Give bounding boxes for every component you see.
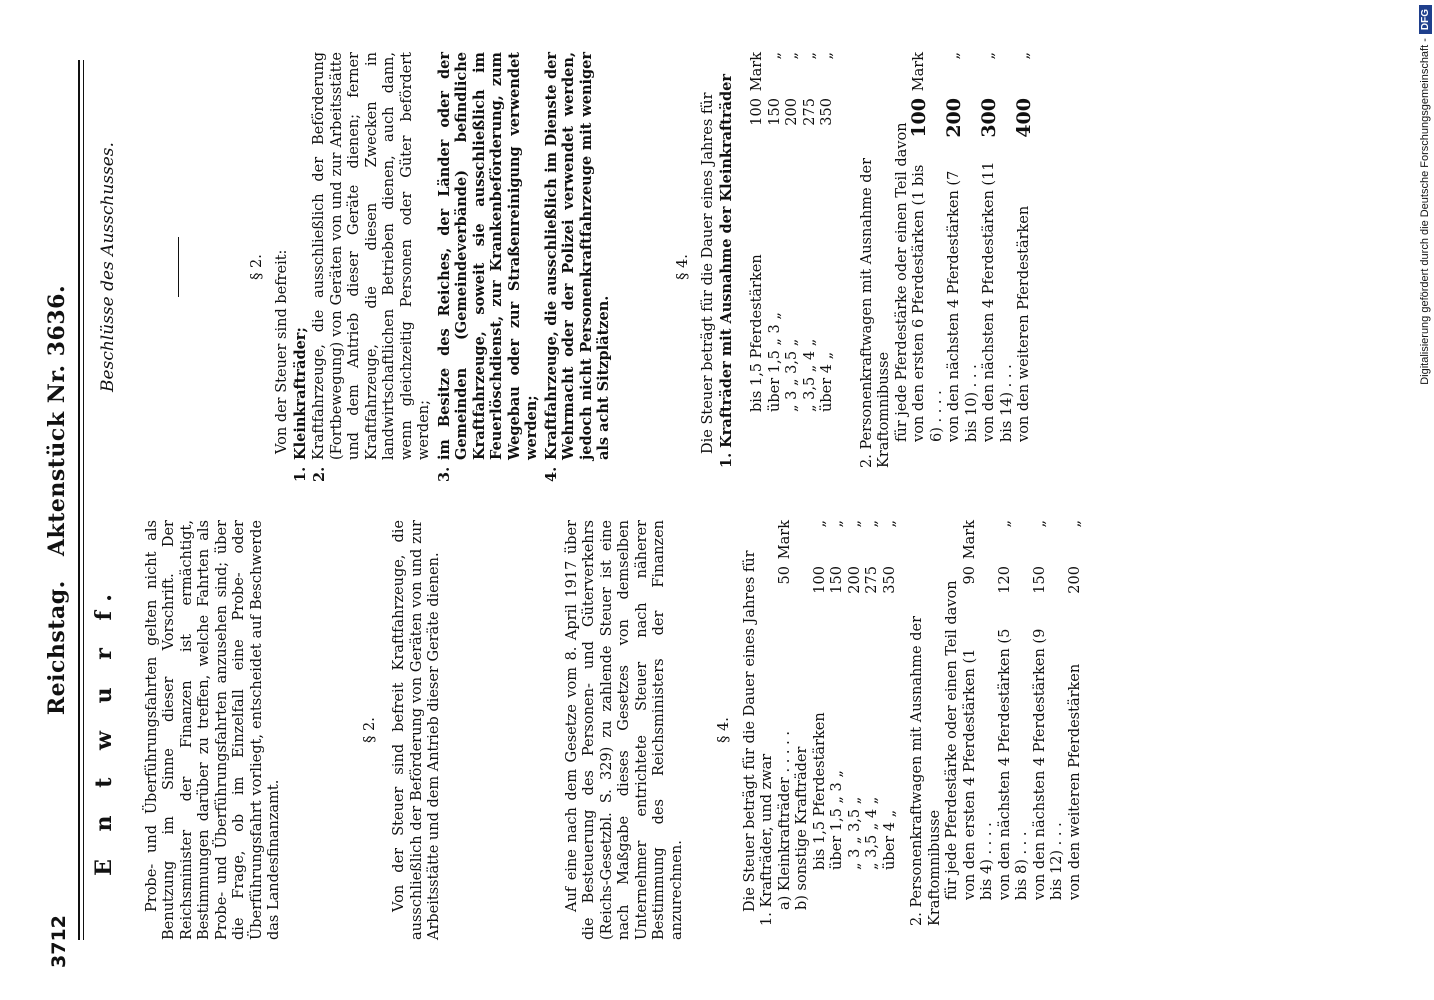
rate-unit: Mark (749, 52, 765, 92)
rate-unit: „ (801, 52, 818, 60)
rate-row (812, 520, 830, 870)
beschluesse-rates2 (908, 52, 1035, 482)
entwurf-title: E n t w u r f. (91, 584, 117, 876)
beschluesse-s4-intro: Die Steuer beträgt für die Dauer eines Jahres für (700, 92, 716, 454)
rate-value: 275 (864, 566, 880, 594)
rate-unit: „ (819, 52, 835, 60)
rate-unit: „ (1031, 520, 1048, 528)
rate-label: von den weiteren Pferdestärken (1066, 663, 1083, 900)
item1a-unit: Mark (776, 520, 793, 560)
rate-label: „ 3 „ 3,5 „ (784, 338, 800, 412)
rate-unit: „ (829, 520, 845, 528)
rate-value: 350 (819, 98, 835, 126)
rate-label: von den nächsten 4 Pferdestärken (7 bis 10) . . . (946, 170, 980, 442)
rate-row (749, 52, 767, 412)
rate-unit: „ (766, 52, 783, 60)
rate-value: 200 (943, 98, 965, 138)
rate-row (1013, 52, 1035, 442)
rate-value: 120 (996, 566, 1013, 594)
rate-label: bis 1,5 Pferdestärken (811, 712, 828, 870)
entwurf-rates1 (812, 520, 900, 940)
entwurf-intro: Probe- und Überführungsfahrten gelten nicht als Benutzung im Sinne dieser Vorschrift. Der Reichsminister der Finanzen ist ermächtigt, Bestimmungen darüber zu treffen, welche Fahrten als Probe- und Überführungsfahrten anzusehen sind; über die Frage, ob im Einzelfall eine Probe- oder Überführungsfahrt vorliegt, entscheidet auf Beschwerde das Landesfinanzamt. (143, 520, 282, 940)
exemption-item (436, 52, 541, 482)
rate-label: über 4 „ (819, 351, 835, 412)
rate-value: 100 (811, 566, 828, 594)
rate-unit: „ (1066, 520, 1083, 528)
rate-row (962, 520, 997, 900)
beschluesse-s2-heading: § 2. (248, 254, 265, 280)
digitization-text: Digitalisierung gefördert durch die Deutsche Forschungsgemeinschaft - (1419, 38, 1431, 385)
rate-value: 400 (1013, 98, 1035, 138)
beschluesse-s2-intro: Von der Steuer sind befreit: (274, 249, 290, 454)
rate-label: von den weiteren Pferdestärken (1016, 205, 1032, 442)
entwurf-s2-heading: § 2. (361, 717, 378, 743)
rate-row (1032, 520, 1067, 900)
entwurf-rates2 (962, 520, 1085, 940)
rate-value: 200 (846, 566, 863, 594)
rate-label: „ 3,5 „ 4 „ (864, 796, 880, 870)
rate-row (1067, 520, 1085, 900)
entwurf-s4-intro: Die Steuer beträgt für die Dauer eines Jahres für (741, 550, 758, 912)
rate-row (819, 52, 837, 412)
page-header (44, 0, 70, 1000)
item1a-value: 50 (776, 566, 793, 585)
rate-label: bis 1,5 Pferdestärken (749, 254, 765, 412)
entwurf-item2: 2. Personenkraftwagen mit Ausnahme der Kraftomnibusse (909, 615, 943, 926)
beschluesse-item1: 1. Krafträder mit Ausnahme der Kleinkrafträder (717, 74, 735, 468)
rate-value: 300 (978, 98, 1000, 138)
rate-label: von den nächsten 4 Pferdestärken (11 bis 14) . . . (981, 161, 1015, 442)
exemption-item (543, 52, 613, 482)
rate-unit: Mark (961, 520, 978, 560)
rate-row (784, 52, 802, 412)
exemption-number: 4. (542, 466, 560, 482)
rate-unit: „ (996, 520, 1013, 528)
rate-unit: „ (1016, 52, 1032, 60)
rate-label: von den ersten 6 Pferdestärken (1 bis 6) . . . . (911, 164, 945, 442)
entwurf-s2-text: Von der Steuer sind befreit Kraftfahrzeuge, die ausschließlich der Beförderung von Geräten von und zur Arbeitsstätte und dem Antrieb dieser Geräte dienen. (391, 520, 442, 940)
rate-label: über 1,5 „ 3 „ (766, 312, 783, 412)
rate-label: von den nächsten 4 Pferdestärken (5 bis 8) . . . (996, 628, 1030, 900)
exemption-text: Kraftfahrzeuge, die ausschließlich der Beförderung (Fortbewegung) von Geräten von und zur Arbeitsstätte und dem Antrieb dieser Geräte dienen; ferner Kraftfahrzeuge, die diesen Zwecken in landwirtschaftlichen Betrieben dienen, auch dann, wenn gleichzeitig Personen oder Güter befördert werden; (311, 52, 432, 460)
rate-row (767, 52, 785, 412)
beschluesse-item2-sub: für jede Pferdestärke oder einen Teil davon (893, 122, 910, 442)
dfg-logo: DFG (1419, 5, 1432, 34)
rate-label: über 1,5 „ 3 „ (829, 770, 845, 870)
exemption-item (292, 52, 310, 482)
rate-unit: Mark (911, 52, 927, 92)
left-column (91, 520, 1084, 940)
rate-value: 150 (766, 98, 783, 126)
beschluesse-title: Beschlüsse des Ausschusses. (98, 142, 118, 392)
entwurf-item1a (777, 520, 795, 940)
rate-unit: „ (811, 520, 828, 528)
exemption-number: 1. (291, 466, 309, 482)
entwurf-item1b: b) sonstige Krafträder (794, 746, 810, 910)
exemption-item (311, 52, 434, 482)
right-column (100, 52, 1034, 482)
rate-label: von den nächsten 4 Pferdestärken (9 bis 12) . . . (1031, 628, 1065, 900)
rate-row (978, 52, 1016, 442)
rate-row (997, 520, 1032, 900)
rate-row (882, 520, 900, 870)
rate-row (847, 520, 865, 870)
beschluesse-s4-heading: § 4. (674, 254, 691, 280)
entwurf-mid-text: Auf eine nach dem Gesetze vom 8. April 1917 über die Besteuerung des Personen- und Güterverkehrs (Reichs-Gesetzbl. S. 329) zu zahlende Steuer ist eine nach Maßgabe dieses Gesetzes von demselben Unternehmer entrichtete Steuer nach näherer Bestimmung des Reichsministers der Finanzen anzurechnen. (563, 520, 685, 940)
beschluesse-rates1 (749, 52, 837, 482)
rate-row (802, 52, 820, 412)
rate-row (908, 52, 946, 442)
page-number: 3712 (48, 915, 70, 968)
rate-value: 150 (829, 566, 845, 594)
header-aktenstueck: Aktenstück Nr. 3636. (44, 284, 70, 557)
rate-unit: „ (981, 52, 997, 60)
entwurf-s4-heading: § 4. (716, 717, 732, 743)
rate-value: 275 (801, 98, 818, 126)
rate-unit: „ (846, 520, 863, 528)
rate-row (829, 520, 847, 870)
exemption-text: im Besitze des Reiches, der Länder oder der Gemeinden (Gemeindeverbände) befindliche Kraftfahrzeuge, soweit sie ausschließlich im Feuerlöschdienst, zur Krankenbeförderung, zum Wegebau oder zur Straßenreinigung verwendet werden; (435, 52, 540, 460)
rate-unit: „ (946, 52, 962, 60)
rate-value: 90 (961, 566, 978, 585)
rate-row (864, 520, 882, 870)
rate-unit: „ (784, 52, 800, 60)
entwurf-item1: 1. Krafträder, und zwar (759, 753, 775, 926)
header-rule (78, 60, 84, 940)
rate-unit: „ (864, 520, 880, 528)
item1a-label: a) Kleinkrafträder . . . . . (776, 731, 793, 910)
rate-value: 350 (881, 566, 898, 594)
beschluesse-item2: 2. Personenkraftwagen mit Ausnahme der Kraftomnibusse (858, 157, 892, 468)
exemption-text: Kleinkrafträder; (291, 327, 309, 460)
exemption-text: Kraftfahrzeuge, die ausschließlich im Dienste der Wehrmacht oder der Polizei verwendet werden, jedoch nicht Personenkraftfahrzeuge mit weniger als acht Sitzplätzen. (542, 52, 612, 460)
header-reichstag: Reichstag. (44, 580, 70, 716)
rate-unit: „ (881, 520, 898, 528)
rate-value: 200 (784, 98, 800, 126)
rate-value: 150 (1031, 566, 1048, 594)
entwurf-item2-sub: für jede Pferdestärke oder einen Teil davon (944, 580, 960, 900)
rate-value: 200 (1066, 566, 1083, 594)
rate-row (943, 52, 981, 442)
rate-value: 100 (908, 98, 930, 138)
rate-label: „ 3,5 „ 4 „ (801, 338, 818, 412)
rate-label: „ 3 „ 3,5 „ (846, 796, 863, 870)
beschluesse-s2-list (292, 52, 613, 482)
rate-label: von den ersten 4 Pferdestärken (1 bis 4) . . . . (961, 648, 995, 900)
exemption-number: 2. (311, 466, 328, 482)
digitization-note (1416, 5, 1434, 995)
exemption-number: 3. (435, 466, 453, 482)
rate-value: 100 (749, 98, 765, 126)
rate-label: über 4 „ (881, 809, 898, 870)
